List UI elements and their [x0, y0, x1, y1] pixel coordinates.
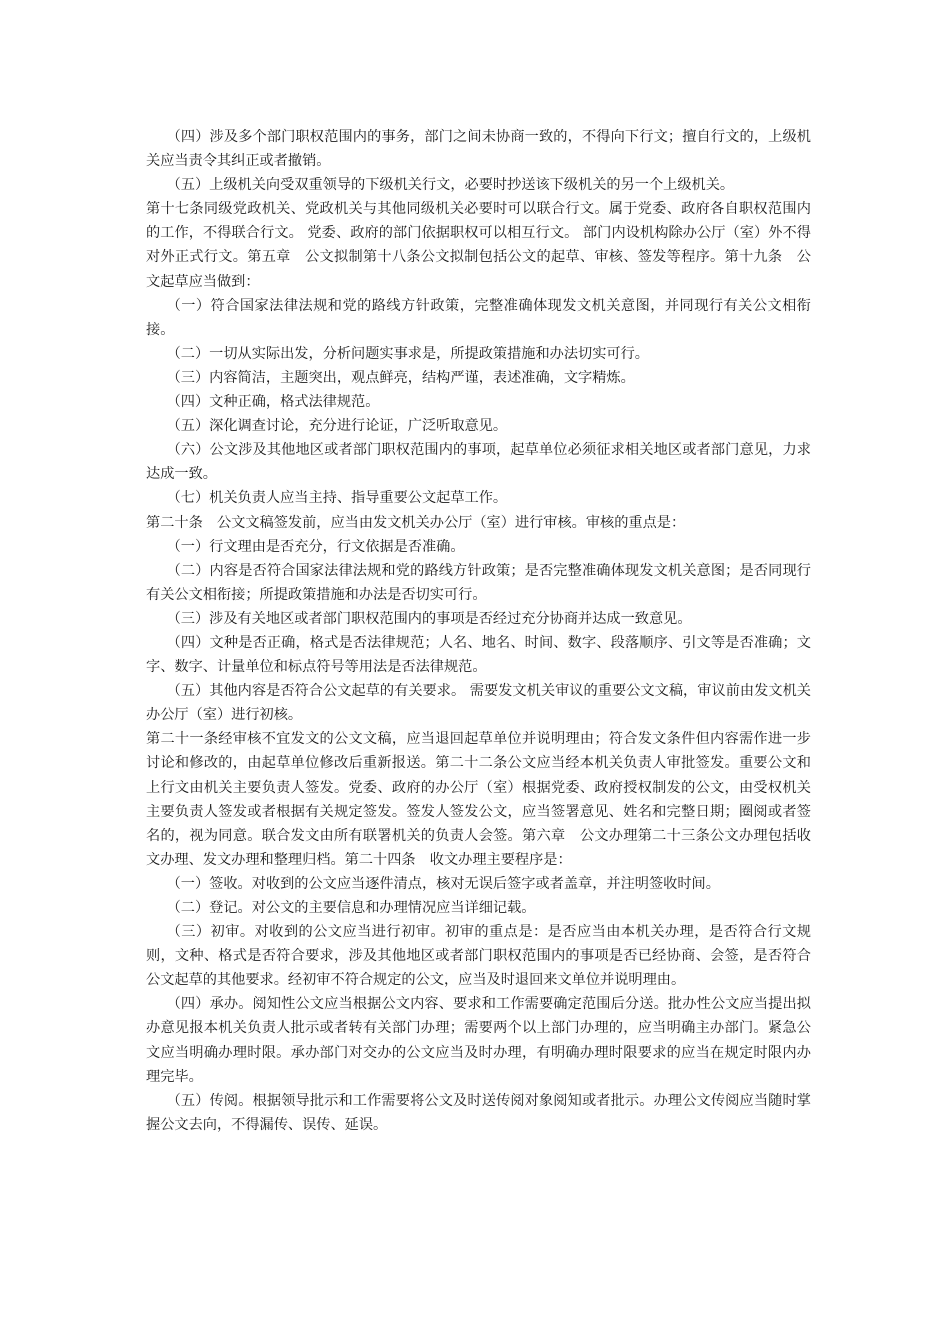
- paragraph: 第二十条 公文文稿签发前，应当由发文机关办公厅（室）进行审核。审核的重点是：: [146, 514, 686, 531]
- paragraph: 第二十一条经审核不宜发文的公文文稿，应当退回起草单位并说明理由；符合发文条件但内容需作进一步讨论和修改的，由起草单位修改后重新报送。第二十二条公文应当经本机关负责人审批签发。重要公文和上行文由机关主要负责人签发。党委、政府的办公厅（室）根据党委、政府授权制发的公文，由受权机关主要负责人签发或者根据有关规定签发。签发人签发公文，应当签署意见、姓名和完整日期；圈阅或者签名的，视为同意。联合发文由所有联署机关的负责人会签。第六章 公文办理第二十三条公文办理包括收文办理、发文办理和整理归档。第二十四条 收文办理主要程序是：: [146, 731, 811, 868]
- paragraph: （五）传阅。根据领导批示和工作需要将公文及时送传阅对象阅知或者批示。办理公文传阅应当随时掌握公文去向，不得漏传、误传、延误。: [146, 1092, 811, 1133]
- paragraph: （四）文种是否正确，格式是否法律规范；人名、地名、时间、数字、段落顺序、引文等是否准确；文字、数字、计量单位和标点符号等用法是否法律规范。: [146, 634, 811, 676]
- paragraph: （三）初审。对收到的公文应当进行初审。初审的重点是：是否应当由本机关办理，是否符合行文规则，文种、格式是否符合要求，涉及其他地区或者部门职权范围内的事项是否已经协商、会签，是否符合公文起草的其他要求。经初审不符合规定的公文，应当及时退回来文单位并说明理由。: [146, 924, 811, 989]
- paragraph: （一）符合国家法律法规和党的路线方针政策，完整准确体现发文机关意图，并同现行有关公文相衔接。: [146, 297, 811, 338]
- paragraph: （三）内容简洁，主题突出，观点鲜亮，结构严谨，表述准确，文字精炼。: [166, 369, 635, 386]
- paragraph: （五）上级机关向受双重领导的下级机关行文，必要时抄送该下级机关的另一个上级机关。: [166, 177, 735, 194]
- paragraph: （三）涉及有关地区或者部门职权范围内的事项是否经过充分协商并达成一致意见。: [166, 610, 692, 627]
- paragraph: （二）内容是否符合国家法律法规和党的路线方针政策；是否完整准确体现发文机关意图；是否同现行有关公文相衔接；所提政策措施和办法是否切实可行。: [146, 562, 811, 603]
- paragraph: （四）涉及多个部门职权范围内的事务，部门之间未协商一致的，不得向下行文；擅自行文的，上级机关应当责令其纠正或者撤销。: [146, 129, 811, 170]
- paragraph: （五）其他内容是否符合公文起草的有关要求。 需要发文机关审议的重要公文文稿，审议前由发文机关办公厅（室）进行初核。: [146, 683, 811, 724]
- paragraph: （一）行文理由是否充分，行文依据是否准确。: [166, 538, 465, 555]
- paragraph: （六）公文涉及其他地区或者部门职权范围内的事项，起草单位必须征求相关地区或者部门意见，力求达成一致。: [146, 442, 811, 483]
- paragraph: （二）一切从实际出发，分析问题实事求是，所提政策措施和办法切实可行。: [166, 345, 649, 362]
- paragraph: （一）签收。对收到的公文应当逐件清点，核对无误后签字或者盖章，并注明签收时间。: [166, 875, 720, 892]
- paragraph: 第十七条同级党政机关、党政机关与其他同级机关必要时可以联合行文。属于党委、政府各自职权范围内的工作，不得联合行文。 党委、政府的部门依据职权可以相互行文。 部门内设机构除办公厅（室）外不得对外正式行文。第五章 公文拟制第十八条公文拟制包括公文的起草、审核、签发等程序。第十九条 公文起草应当做到：: [146, 201, 811, 290]
- paragraph: （二）登记。对公文的主要信息和办理情况应当详细记载。: [166, 900, 536, 916]
- paragraph: （五）深化调查讨论，充分进行论证，广泛听取意见。: [166, 418, 508, 435]
- document-body: [146, 125, 811, 1137]
- paragraph: （七）机关负责人应当主持、指导重要公文起草工作。: [166, 490, 508, 507]
- paragraph: （四）承办。阅知性公文应当根据公文内容、要求和工作需要确定范围后分送。批办性公文应当提出拟办意见报本机关负责人批示或者转有关部门办理；需要两个以上部门办理的，应当明确主办部门。紧急公文应当明确办理时限。承办部门对交办的公文应当及时办理，有明确办理时限要求的应当在规定时限内办理完毕。: [146, 996, 811, 1085]
- paragraph: （四）文种正确，格式法律规范。: [166, 394, 380, 411]
